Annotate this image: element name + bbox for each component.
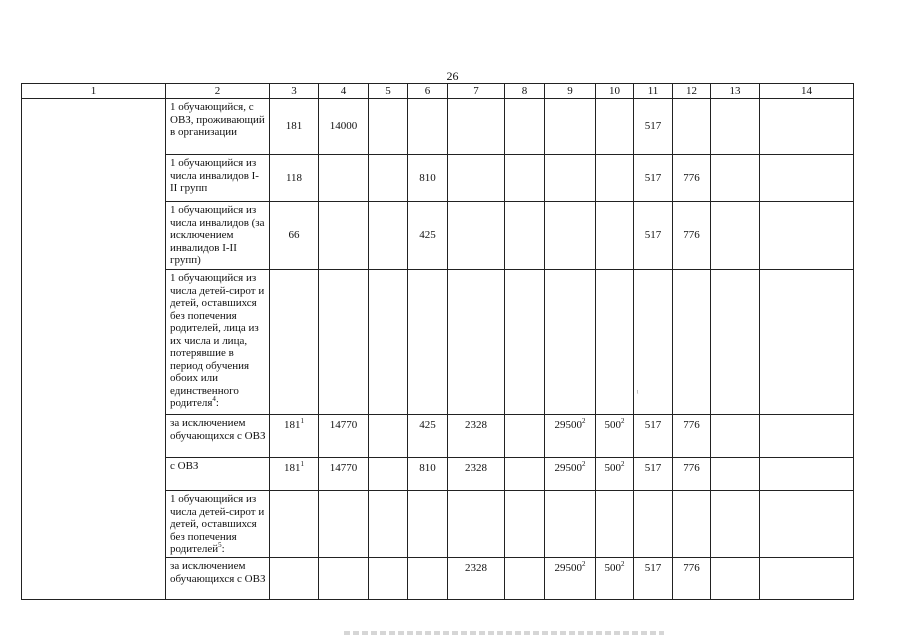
column-header: 4 [319,84,369,99]
value-cell-c12 [673,99,711,155]
cell-value: 517 [644,462,662,474]
cell-value: 2328 [465,462,487,474]
value-cell-c3 [270,458,319,491]
cell-value: 500 [604,562,621,574]
table-row [22,458,854,491]
value-cell-c4 [319,491,369,558]
cell-value: 14770 [329,419,358,431]
empty-cell [760,558,854,600]
value-cell-c11 [634,155,673,202]
value-cell-c11 [634,270,673,415]
value-cell-c11 [634,99,673,155]
value-cell-c3 [270,415,319,458]
table-row [22,270,854,415]
cell-value: 29500 [554,419,582,431]
empty-cell [760,155,854,202]
value-cell-c7 [448,99,505,155]
footnote-ref: 2 [582,560,586,568]
description-cell [166,458,270,491]
value-cell-c7 [448,270,505,415]
scan-artifact [344,631,664,635]
table-row [22,558,854,600]
value-cell-c7 [448,558,505,600]
table-row [22,415,854,458]
value-cell-c12 [673,155,711,202]
empty-cell [369,270,408,415]
description-cell [166,415,270,458]
value-cell-c4 [319,415,369,458]
cell-value: 29500 [554,562,582,574]
value-cell-c6 [408,202,448,270]
empty-cell [505,415,545,458]
value-cell-c3 [270,558,319,600]
cell-value: 2328 [465,562,487,574]
row-description: с ОВЗ [170,460,199,472]
value-cell-c7 [448,491,505,558]
cell-value: 517 [644,120,662,133]
column-header: 13 [711,84,760,99]
value-cell-c6 [408,491,448,558]
row-description-tail: : [215,397,219,409]
value-cell-c3 [270,491,319,558]
column-header: 14 [760,84,854,99]
column-header: 5 [369,84,408,99]
value-cell-c11 [634,491,673,558]
footnote-ref: 2 [582,417,586,425]
value-cell-c10 [596,558,634,600]
value-cell-c9 [545,99,596,155]
row-group-cell [22,415,166,458]
cell-value: 118 [285,171,303,184]
value-cell-c12 [673,491,711,558]
cell-value: 181 [284,462,301,474]
value-cell-c10 [596,415,634,458]
column-header: 7 [448,84,505,99]
value-cell-c10 [596,458,634,491]
row-group-cell [22,99,166,155]
value-cell-c6 [408,155,448,202]
value-cell-c6 [408,458,448,491]
empty-cell [505,270,545,415]
value-cell-c10 [596,99,634,155]
cell-value: 425 [419,229,436,242]
column-header: 8 [505,84,545,99]
value-cell-c7 [448,458,505,491]
description-cell [166,99,270,155]
empty-cell [760,270,854,415]
value-cell-c12 [673,202,711,270]
row-group-cell [22,558,166,600]
description-cell [166,270,270,415]
page-number: 26 [446,69,459,83]
value-cell-c6 [408,99,448,155]
value-cell-c3 [270,99,319,155]
value-cell-c4 [319,558,369,600]
value-cell-c11 [634,458,673,491]
empty-cell [760,202,854,270]
row-description: 1 обучающийся, с ОВЗ, проживающий в организации [170,101,265,138]
description-cell [166,155,270,202]
cell-value: 776 [683,462,700,474]
cell-value: 14770 [329,462,358,474]
value-cell-c4 [319,202,369,270]
column-header: 11 [634,84,673,99]
column-header: 10 [596,84,634,99]
value-cell-c4 [319,99,369,155]
empty-cell [369,458,408,491]
cell-value: 425 [419,419,436,431]
value-cell-c7 [448,415,505,458]
footnote-ref: 2 [582,460,586,468]
cell-value: 181 [285,120,303,133]
value-cell-c9 [545,558,596,600]
row-group-cell [22,270,166,415]
row-description: за исключением обучающихся с ОВЗ [170,560,266,585]
cell-value: 500 [604,419,621,431]
footnote-ref: 4 [212,395,216,403]
cell-value: 776 [683,562,700,574]
footnote-ref: 1 [300,460,304,468]
footnote-ref: 5 [218,541,222,549]
cell-value: 517 [644,229,662,242]
empty-cell [369,99,408,155]
empty-cell [505,202,545,270]
empty-cell [711,558,760,600]
value-cell-c4 [319,155,369,202]
value-cell-c6 [408,558,448,600]
value-cell-c10 [596,202,634,270]
scan-mark: ˡ [637,388,639,398]
description-cell [166,558,270,600]
empty-cell [711,458,760,491]
value-cell-c9 [545,155,596,202]
column-header: 9 [545,84,596,99]
column-header: 1 [22,84,166,99]
empty-cell [711,99,760,155]
description-cell [166,491,270,558]
row-group-cell [22,491,166,558]
value-cell-c6 [408,270,448,415]
row-group-cell [22,202,166,270]
cell-value: 776 [683,419,700,431]
value-cell-c12 [673,415,711,458]
column-header: 6 [408,84,448,99]
empty-cell [711,415,760,458]
cell-value: 500 [604,462,621,474]
cell-value: 181 [284,419,301,431]
empty-cell [369,415,408,458]
data-table [21,83,854,600]
empty-cell [505,155,545,202]
empty-cell [760,458,854,491]
row-group-cell [22,458,166,491]
value-cell-c6 [408,415,448,458]
empty-cell [760,491,854,558]
value-cell-c9 [545,202,596,270]
cell-value: 810 [419,462,436,474]
empty-cell [505,458,545,491]
value-cell-c11 [634,202,673,270]
column-header: 12 [673,84,711,99]
value-cell-c9 [545,270,596,415]
empty-cell [505,491,545,558]
value-cell-c3 [270,270,319,415]
value-cell-c3 [270,155,319,202]
value-cell-c11 [634,558,673,600]
value-cell-c4 [319,270,369,415]
column-header: 2 [166,84,270,99]
value-cell-c12 [673,270,711,415]
cell-value: 66 [288,229,300,242]
value-cell-c10 [596,155,634,202]
table-row [22,491,854,558]
value-cell-c4 [319,458,369,491]
footnote-ref: 2 [621,460,625,468]
cell-value: 29500 [554,462,582,474]
column-header: 3 [270,84,319,99]
cell-value: 810 [419,171,436,184]
value-cell-c12 [673,458,711,491]
empty-cell [369,202,408,270]
value-cell-c9 [545,491,596,558]
empty-cell [760,415,854,458]
empty-cell [505,558,545,600]
empty-cell [505,99,545,155]
row-description-tail: : [221,543,225,555]
row-description: 1 обучающийся из числа детей-сирот и детей, оставшихся без попечения родителей [170,493,265,555]
value-cell-c10 [596,270,634,415]
row-group-cell [22,155,166,202]
cell-value: 517 [644,562,662,574]
empty-cell [711,202,760,270]
empty-cell [369,155,408,202]
cell-value: 776 [683,229,700,242]
empty-cell [760,99,854,155]
header-row [22,84,854,99]
cell-value: 517 [644,171,662,184]
empty-cell [711,491,760,558]
value-cell-c7 [448,155,505,202]
value-cell-c9 [545,415,596,458]
empty-cell [369,491,408,558]
value-cell-c7 [448,202,505,270]
footnote-ref: 2 [621,417,625,425]
footnote-ref: 2 [621,560,625,568]
empty-cell [711,270,760,415]
description-cell [166,202,270,270]
footnote-ref: 1 [300,417,304,425]
empty-cell [369,558,408,600]
empty-cell [711,155,760,202]
cell-value: 2328 [465,419,487,431]
row-description: за исключением обучающихся с ОВЗ [170,417,266,442]
value-cell-c11 [634,415,673,458]
row-description: 1 обучающийся из числа детей-сирот и детей, оставшихся без попечения родителей, лица из их числа и лица, потерявшие в период обучения обоих или единственного родителя [170,272,265,409]
cell-value: 776 [683,171,700,184]
cell-value: 517 [644,419,662,431]
table-row [22,155,854,202]
table-row [22,202,854,270]
row-description: 1 обучающийся из числа инвалидов I-II групп [170,157,259,194]
value-cell-c3 [270,202,319,270]
table-row [22,99,854,155]
value-cell-c12 [673,558,711,600]
row-description: 1 обучающийся из числа инвалидов (за исключением инвалидов I-II групп) [170,204,265,266]
value-cell-c10 [596,491,634,558]
cell-value: 14000 [329,120,358,133]
value-cell-c9 [545,458,596,491]
